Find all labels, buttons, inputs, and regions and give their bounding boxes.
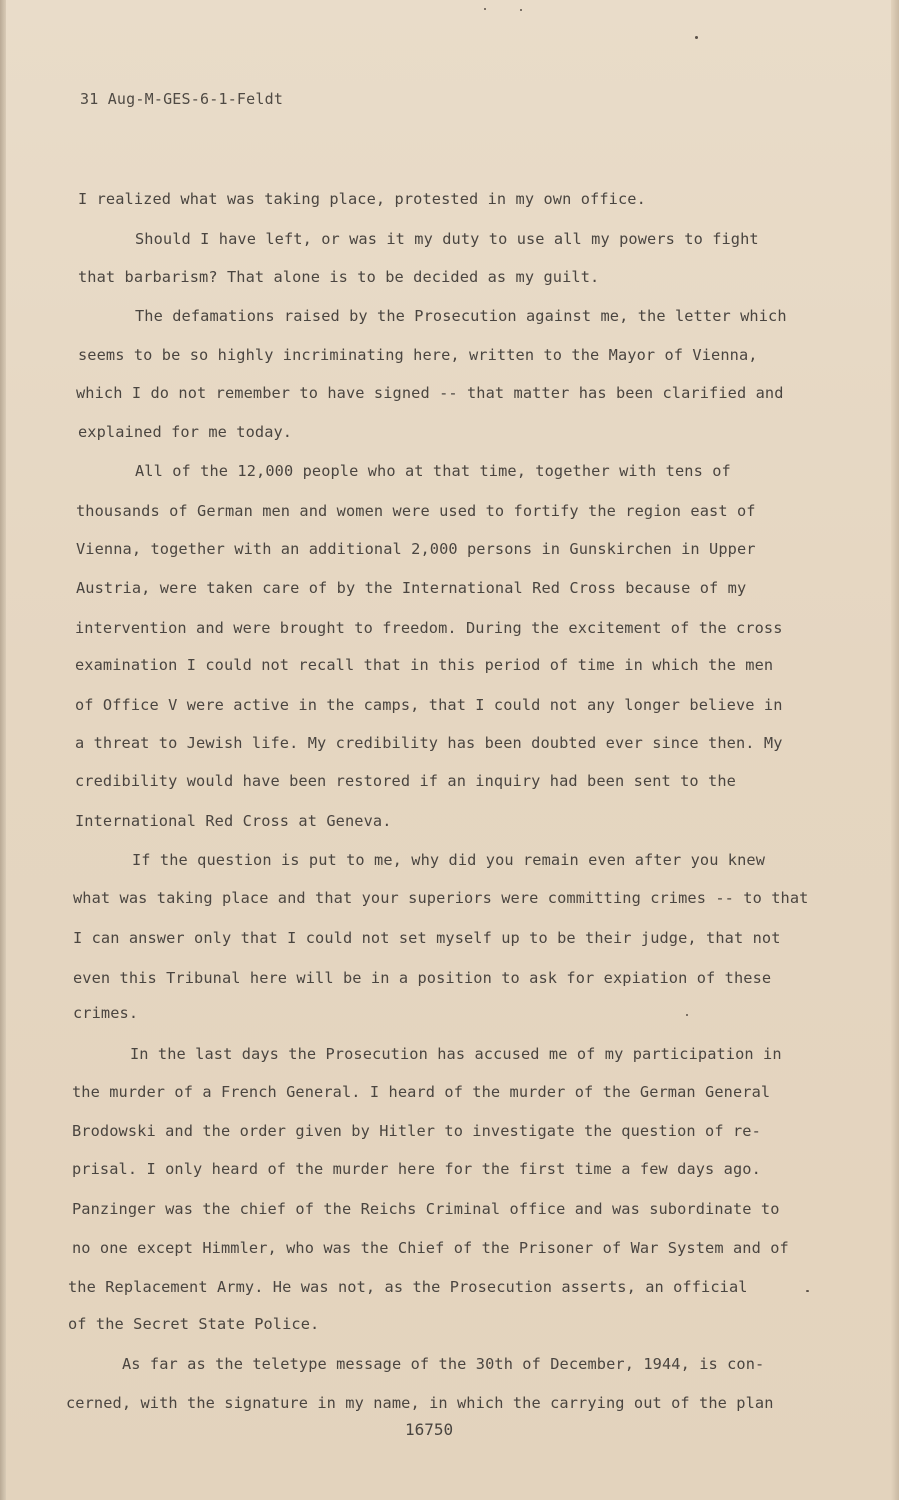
text-line-26: prisal. I only heard of the murder here for the first time a few days ago. <box>72 1160 761 1178</box>
text-line-21: even this Tribunal here will be in a position to ask for expiation of these <box>73 969 772 987</box>
text-line-20: I can answer only that I could not set myself up to be their judge, that not <box>73 929 781 947</box>
page-number: 16750 <box>405 1420 454 1439</box>
text-line-12: intervention and were brought to freedom. During the excitement of the cross <box>75 619 783 637</box>
document-header-code: 31 Aug-M-GES-6-1-Feldt <box>80 90 284 108</box>
text-line-9: thousands of German men and women were used to fortify the region east of <box>76 502 756 520</box>
text-line-29: the Replacement Army. He was not, as the Prosecution asserts, an official <box>68 1278 748 1296</box>
text-line-31: As far as the teletype message of the 30th of December, 1944, is con- <box>122 1355 765 1373</box>
ink-speck <box>520 9 522 11</box>
page-left-edge-shadow <box>0 0 6 1500</box>
page-right-edge-shadow <box>891 0 899 1500</box>
text-line-2: Should I have left, or was it my duty to use all my powers to fight <box>135 230 759 248</box>
text-line-8: All of the 12,000 people who at that time, together with tens of <box>135 462 731 480</box>
ink-speck <box>806 1290 809 1292</box>
text-line-25: Brodowski and the order given by Hitler to investigate the question of re- <box>72 1122 761 1140</box>
ink-speck <box>695 36 698 39</box>
text-line-3: that barbarism? That alone is to be decided as my guilt. <box>78 268 600 286</box>
text-line-10: Vienna, together with an additional 2,000 persons in Gunskirchen in Upper <box>76 540 756 558</box>
text-line-18: If the question is put to me, why did you remain even after you knew <box>132 851 766 869</box>
text-line-5: seems to be so highly incriminating here, written to the Mayor of Vienna, <box>78 346 758 364</box>
text-line-24: the murder of a French General. I heard of the murder of the German General <box>72 1083 771 1101</box>
text-line-7: explained for me today. <box>78 423 293 441</box>
text-line-13: examination I could not recall that in this period of time in which the men <box>75 656 774 674</box>
text-line-16: credibility would have been restored if an inquiry had been sent to the <box>75 772 736 790</box>
text-line-32: cerned, with the signature in my name, in which the carrying out of the plan <box>66 1394 774 1412</box>
text-line-22: crimes. <box>73 1004 139 1022</box>
text-line-30: of the Secret State Police. <box>68 1315 320 1333</box>
ink-speck <box>686 1014 688 1016</box>
ink-speck <box>484 8 486 10</box>
text-line-17: International Red Cross at Geneva. <box>75 812 392 830</box>
text-line-15: a threat to Jewish life. My credibility has been doubted ever since then. My <box>75 734 783 752</box>
text-line-1: I realized what was taking place, protested in my own office. <box>78 190 646 208</box>
text-line-4: The defamations raised by the Prosecution against me, the letter which <box>135 307 787 325</box>
text-line-14: of Office V were active in the camps, that I could not any longer believe in <box>75 696 783 714</box>
text-line-11: Austria, were taken care of by the International Red Cross because of my <box>76 579 747 597</box>
text-line-27: Panzinger was the chief of the Reichs Criminal office and was subordinate to <box>72 1200 780 1218</box>
text-line-19: what was taking place and that your superiors were committing crimes -- to that <box>73 889 809 907</box>
text-line-6: which I do not remember to have signed -- that matter has been clarified and <box>76 384 784 402</box>
text-line-28: no one except Himmler, who was the Chief of the Prisoner of War System and of <box>72 1239 789 1257</box>
text-line-23: In the last days the Prosecution has accused me of my participation in <box>130 1045 782 1063</box>
